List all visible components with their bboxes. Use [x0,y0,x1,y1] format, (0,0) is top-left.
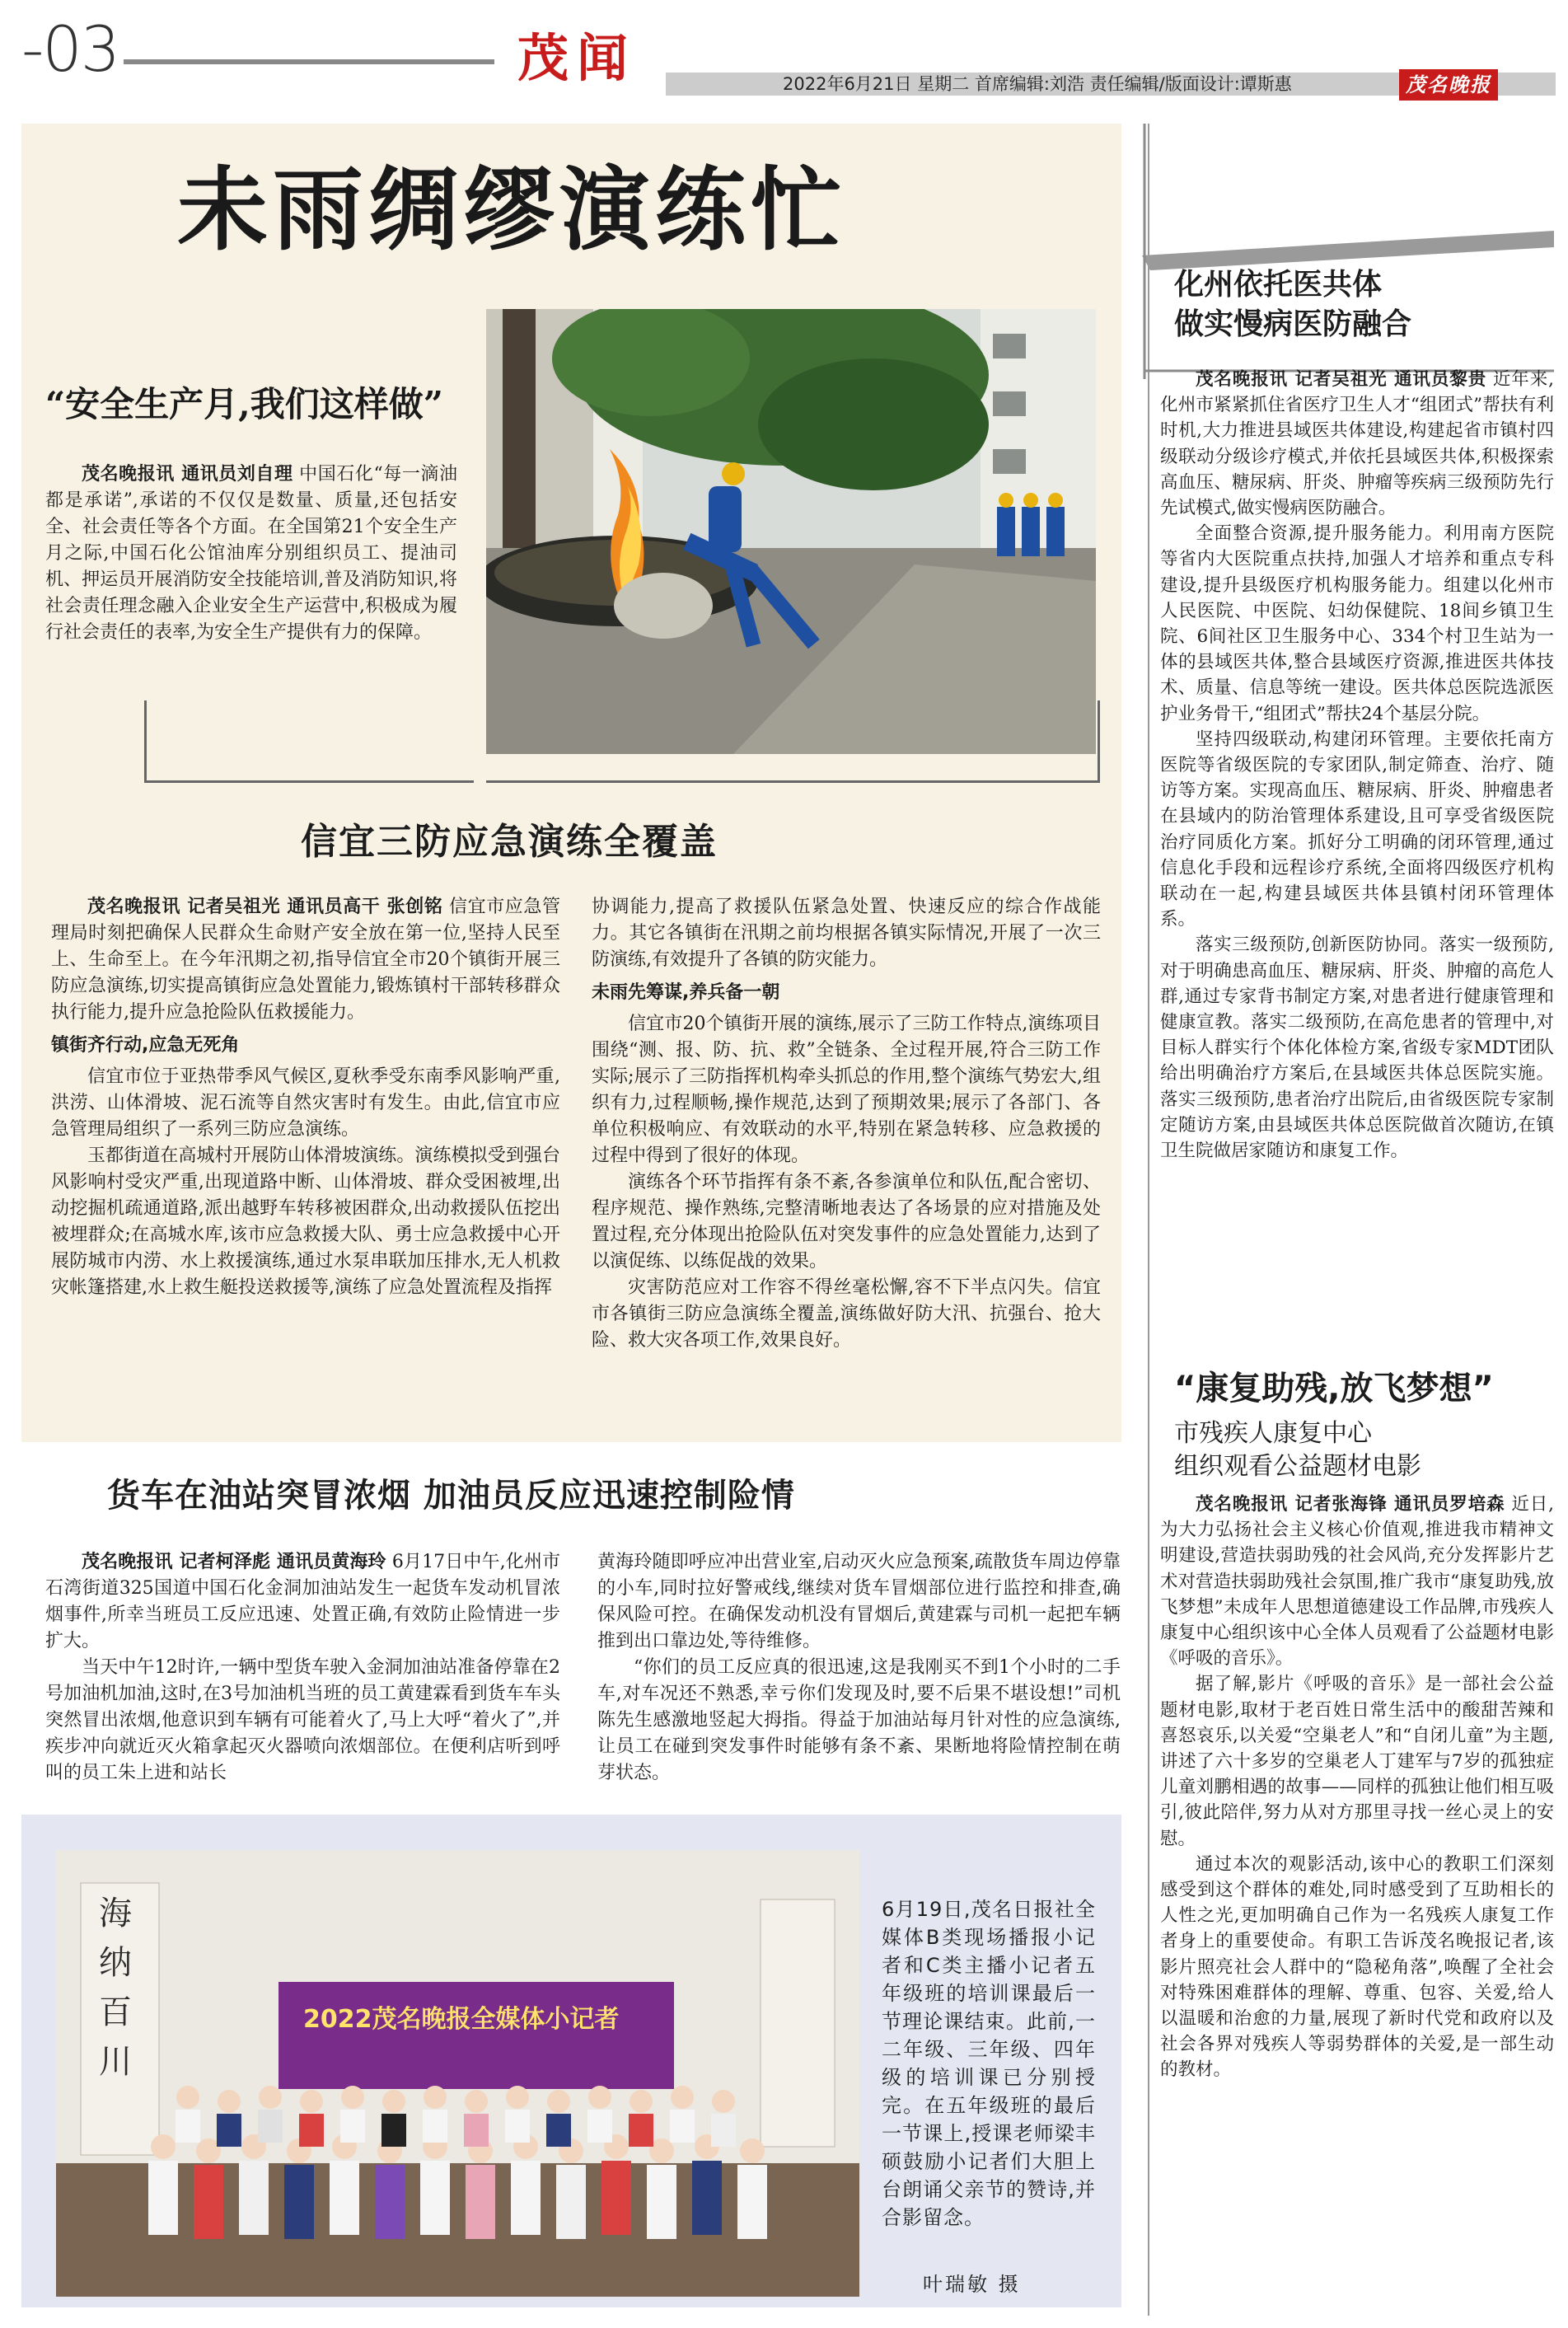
photo-caption: 6月19日,茂名日报社全媒体B类现场播报小记者和C类主播小记者五年级班的培训课最后一节理论课结束。此前,一二年级、三年级、四年级的培训课已分别授完。在五年级班的最后一节课上,授课老师梁丰硕鼓励小记者们大胆上台朗诵父亲节的赞诗,并合影留念。 [882,1898,1096,2229]
article2-paragraph: 信宜市20个镇街开展的演练,展示了三防工作特点,演练项目围绕“测、报、防、抗、救”全链条、全过程开展,符合三防工作实际;展示了三防指挥机构牵头抓总的作用,整个演练气势宏大,组织有力,过程顺畅,操作规范,达到了预期效果;展示了各部门、各单位积极响应、有效联动的水平,特别在紧急转移、应急救援的过程中得到了很好的体现。 [592,1014,1101,1166]
article3-byline: 茂名晚报讯 记者柯泽彪 通讯员黄海玲 [82,1552,386,1572]
article2-headline: 信宜三防应急演练全覆盖 [301,821,718,863]
article1-headline: “安全生产月,我们这样做” [45,384,443,424]
article2-byline: 茂名晚报讯 记者吴祖光 通讯员高干 张创铭 [87,897,443,917]
right-article2-subheadline [1174,1417,1421,1483]
right-article2-paragraph: 通过本次的观影活动,该中心的教职工们深刻感受到这个群体的难处,同时感受到了互助相长的人性之光,更加明确自己作为一名残疾人康复工作者身上的重要使命。有职工告诉茂名晚报记者,该影片照亮社会人群中的“隐秘角落”,唤醒了全社会对特殊困难群体的理解、尊重、包容、关爱,给人以温暖和治愈的力量,展现了新时代党和政府以及社会各界对残疾人等弱势群体的关爱,是一部生动的教材。 [1160,1853,1554,2081]
article3-column-2 [597,1549,1121,1787]
article2-paragraph: 演练各个环节指挥有条不紊,各参演单位和队伍,配合密切、程序规范、操作熟练,完整清晰地表达了各场景的应对措施及处置过程,充分体现出抢险队伍对突发事件的应急处置能力,达到了以演促练、以练促战的效果。 [592,1172,1101,1272]
page-number: -03 [21,12,119,86]
article3-headline: 货车在油站突冒浓烟 加油员反应迅速控制险情 [107,1477,795,1515]
photo-bracket-line [1098,700,1100,783]
article3-paragraph: “你们的员工反应真的很迅速,这是我刚买不到1个小时的二手车,对车况还不熟悉,幸亏你们发现及时,要不后果不堪设想!”司机陈先生感激地竖起大拇指。得益于加油站每月针对性的应急演练,让员工在碰到突发事件时能够有条不紊、果断地将险情控制在萌芽状态。 [597,1657,1121,1783]
right-article2-lead: 近日,为大力弘扬社会主义核心价值观,推进我市精神文明建设,营造扶弱助残的社会风尚,充分发挥影片艺术对营造扶弱助残社会氛围,推广我市“康复助残,放飞梦想”未成年人思想道德建设工作品牌,市残疾人康复中心组织该中心全体人员观看了公益题材电影《呼吸的音乐》。 [1160,1494,1554,1670]
article1-byline: 茂名晚报讯 通讯员刘自理 [82,464,293,485]
right-article1-paragraph: 落实三级预防,创新医防协同。落实一级预防,对于明确患高血压、糖尿病、肝炎、肿瘤的高危人群,通过专家背书制定方案,对患者进行健康管理和健康宣教。落实二级预防,在高危患者的管理中,对目标人群实行个体化体检方案,省级专家MDT团队给出明确治疗方案后,在县域医共体总医院实施。落实三级预防,患者治疗出院后,由省级医院专家制定随访方案,由县域医共体总医院做首次随访,在镇卫生院做居家随访和康复工作。 [1160,934,1554,1162]
article2-lead: 信宜市应急管理局时刻把确保人民群众生命财产安全放在第一位,坚持人民至上、生命至上。在今年汛期之初,指导信宜全市20个镇街开展三防应急演练,切实提高镇街应急处置能力,锻炼镇村干部转移群众执行能力,提升应急抢险队伍救援能力。 [51,897,560,1023]
right-article1-body [1160,367,1554,1164]
svg-text:百: 百 [99,1993,132,2031]
right-article2-sub-line2: 组织观看公益题材电影 [1174,1452,1421,1481]
right-article1-paragraph: 坚持四级联动,构建闭环管理。主要依托南方医院等省级医院的专家团队,制定筛查、治疗、随访等方案。实现高血压、糖尿病、肝炎、肿瘤患者在县域内的防治管理体系建设,且可享受省级医院治疗同质化方案。抓好分工明确的闭环管理,通过信息化手段和远程诊疗系统,全面将四级医疗机构联动在一起,构建县域医共体县镇村闭环管理体系。 [1160,728,1554,930]
fire-drill-illustration [486,309,1096,754]
right-article1-paragraph: 全面整合资源,提升服务能力。利用南方医院等省内大医院重点扶持,加强人才培养和重点专科建设,提升县级医疗机构服务能力。组建以化州市人民医院、中医院、妇幼保健院、18间乡镇卫生院、6间社区卫生服务中心、334个村卫生站为一体的县域医共体,整合县域医疗资源,推进医共体技术、质量、信息等统一建设。医共体总医院选派医护业务骨干,“组团式”帮扶24个基层分院。 [1160,523,1554,724]
photo-bracket-line [144,700,474,783]
fire-drill-photo [486,309,1096,754]
edition-meta: 2022年6月21日 星期二 首席编辑:刘浩 责任编辑/版面设计:谭斯惠 [783,74,1292,94]
right-article1-byline: 茂名晚报讯 记者吴祖光 通讯员黎贵 [1196,369,1487,390]
banner-text: 2022茂名晚报全媒体小记者 [303,2005,620,2034]
section-title: 茂闻 [517,28,637,88]
right-article1-headline-line2: 做实慢病医防融合 [1174,307,1412,341]
group-photo [56,1850,859,2297]
right-article2-sub-line1: 市残疾人康复中心 [1174,1419,1372,1448]
article2-column-1 [51,894,560,1301]
article2-paragraph: 玉都街道在高城村开展防山体滑坡演练。演练模拟受到强台风影响村受灾严重,出现道路中断、山体滑坡、群众受困被埋,出动挖掘机疏通道路,派出越野车转移被困群众,出动救援队伍挖出被埋群众;在高城水库,该市应急救援大队、勇士应急救援中心开展防城市内涝、水上救援演练,通过水泵串联加压排水,无人机救灾帐篷搭建,水上救生艇投送救援等,演练了应急处置流程及指挥 [51,1145,560,1298]
article1-body [45,461,457,646]
article3-lead: 6月17日中午,化州市石湾街道325国道中国石化金洞加油站发生一起货车发动机冒浓烟事件,所幸当班员工反应迅速、处置正确,有效防止险情进一步扩大。 [45,1552,560,1651]
svg-text:川: 川 [99,2043,132,2081]
article2-paragraph: 灾害防范应对工作容不得丝毫松懈,容不下半点闪失。信宜市各镇街三防应急演练全覆盖,演练做好防大汛、抗强台、抢大险、救大灾各项工作,效果良好。 [592,1277,1101,1351]
right-article2-body [1160,1492,1554,2083]
article3-paragraph: 当天中午12时许,一辆中型货车驶入金洞加油站准备停靠在2号加油机加油,这时,在3号加油机当班的员工黄建霖看到货车车头突然冒出浓烟,他意识到车辆有可能着火了,马上大呼“着火了”,并疾步冲向就近灭火箱拿起灭火器喷向浓烟部位。在便利店听到呼叫的员工朱上进和站长 [45,1657,560,1783]
article2-subhead-1: 镇街齐行动,应急无死角 [51,1035,240,1056]
right-article2-headline: “康复助残,放飞梦想” [1174,1370,1494,1408]
svg-text:纳: 纳 [99,1944,132,1982]
article3-paragraph: 黄海玲随即呼应冲出营业室,启动灭火应急预案,疏散货车周边停靠的小车,同时拉好警戒线,继续对货车冒烟部位进行监控和排查,确保风险可控。在确保发动机没有冒烟后,黄建霖与司机一起把车辆推到出口靠边处,等待维修。 [597,1552,1121,1651]
article2-paragraph: 信宜市位于亚热带季风气候区,夏秋季受东南季风影响严重,洪涝、山体滑坡、泥石流等自然灾害时有发生。由此,信宜市应急管理局组织了一系列三防应急演练。 [51,1066,560,1140]
newspaper-logo: 茂名晚报 [1399,69,1498,101]
right-article1-headline [1174,265,1411,344]
right-article1-headline-line1: 化州依托医共体 [1174,268,1383,302]
group-photo-illustration [56,1850,859,2297]
article3-column-1 [45,1549,560,1787]
header-rule [124,59,494,64]
article2-subhead-2: 未雨先筹谋,养兵备一朝 [592,982,780,1003]
article2-column-2 [592,894,1101,1354]
main-headline: 未雨绸缪演练忙 [177,157,846,263]
photo-credit: 叶瑞敏 摄 [923,2273,1021,2296]
photo-bracket-line [486,780,1100,783]
right-article2-byline: 茂名晚报讯 记者张海锋 通讯员罗培森 [1196,1494,1505,1515]
svg-text:海: 海 [99,1895,132,1932]
right-article1-lead: 近年来,化州市紧紧抓住省医疗卫生人才“组团式”帮扶有利时机,大力推进县域医共体建设,构建起省市镇村四级联动分级诊疗模式,并依托县域医共体,积极探索高血压、糖尿病、肝炎、肿瘤等疾病三级预防先行先试模式,做实慢病医防融合。 [1160,369,1554,519]
column-divider [1148,124,1149,2316]
article1-text: 中国石化“每一滴油都是承诺”,承诺的不仅仅是数量、质量,还包括安全、社会责任等各个方面。在全国第21个安全生产月之际,中国石化公馆油库分别组织员工、提油司机、押运员开展消防安全技能培训,普及消防知识,将社会责任理念融入企业安全生产运营中,积极成为履行社会责任的表率,为安全生产提供有力的保障。 [45,464,457,643]
article2-paragraph: 协调能力,提高了救援队伍紧急处置、快速反应的综合作战能力。其它各镇街在汛期之前均根据各镇实际情况,开展了一次三防演练,有效提升了各镇的防灾能力。 [592,897,1101,970]
right-article2-paragraph: 据了解,影片《呼吸的音乐》是一部社会公益题材电影,取材于老百姓日常生活中的酸甜苦辣和喜怒哀乐,以关爱“空巢老人”和“自闭儿童”为主题,讲述了六十多岁的空巢老人丁建军与7岁的孤独症儿童刘鹏相遇的故事——同样的孤独让他们相互吸引,彼此陪伴,努力从对方那里寻找一丝心灵上的安慰。 [1160,1674,1554,1849]
